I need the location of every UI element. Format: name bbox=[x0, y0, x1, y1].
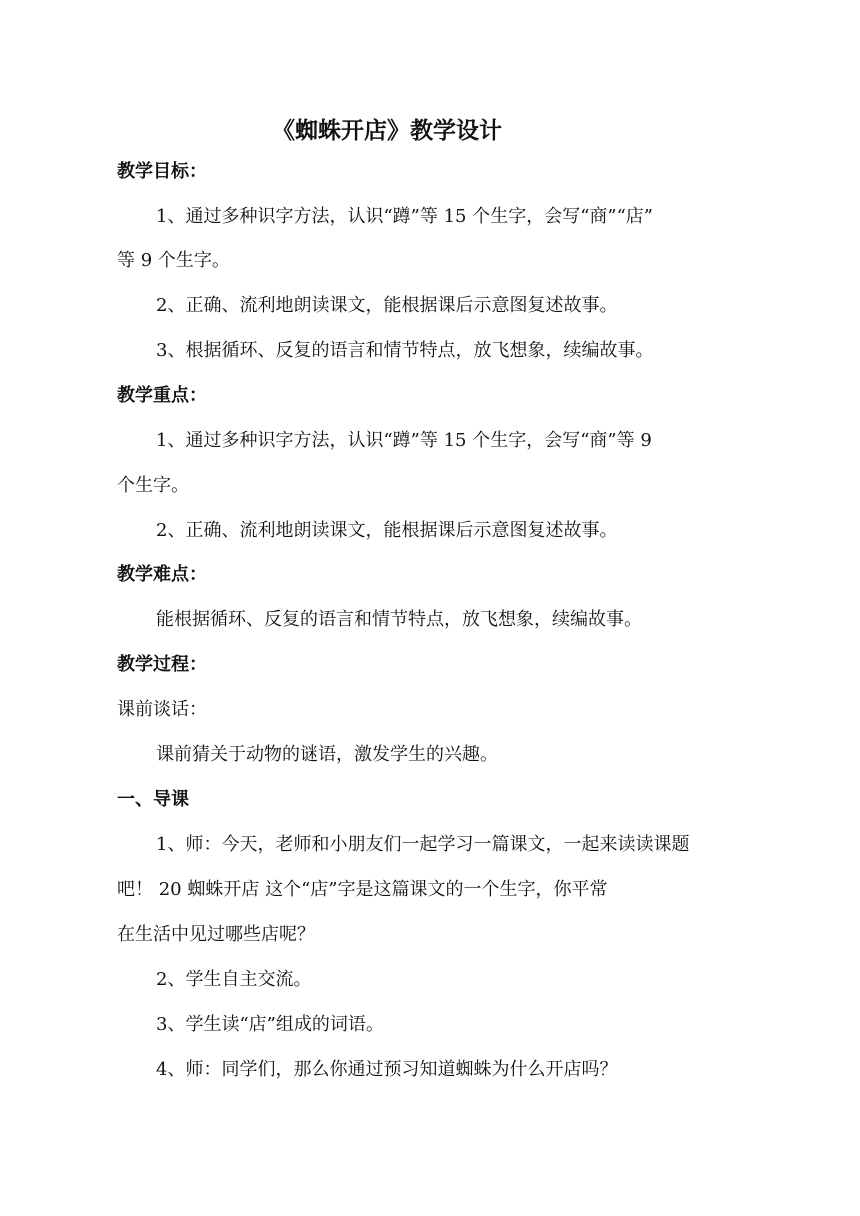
section-1-line-5: 3、学生读“店”组成的词语。 bbox=[156, 1014, 384, 1035]
pre-talk-text: 课前猜关于动物的谜语，激发学生的兴趣。 bbox=[156, 744, 498, 765]
key-points-item-1: 1、通过多种识字方法，认识“蹲”等 15 个生字，会写“商”等 9 bbox=[156, 430, 652, 451]
section-1-line-6: 4、师：同学们，那么你通过预习知道蜘蛛为什么开店吗？ bbox=[156, 1059, 618, 1080]
goals-item-1: 1、通过多种识字方法，认识“蹲”等 15 个生字，会写“商”“店” bbox=[156, 206, 654, 227]
pre-talk-label: 课前谈话： bbox=[117, 699, 207, 720]
goals-item-3: 3、根据循环、反复的语言和情节特点，放飞想象，续编故事。 bbox=[156, 340, 654, 361]
document-title: 《蜘蛛开店》教学设计 bbox=[272, 117, 502, 144]
section-1-heading: 一、导课 bbox=[117, 789, 189, 810]
section-1-line-2: 吧！ 20 蜘蛛开店 这个“店”字是这篇课文的一个生字，你平常 bbox=[117, 879, 608, 900]
goals-heading: 教学目标： bbox=[117, 161, 207, 182]
goals-item-1-continued: 等 9 个生字。 bbox=[117, 250, 230, 271]
difficulties-item-1: 能根据循环、反复的语言和情节特点，放飞想象，续编故事。 bbox=[156, 609, 642, 630]
goals-item-2: 2、正确、流利地朗读课文，能根据课后示意图复述故事。 bbox=[156, 295, 618, 316]
section-1-line-3: 在生活中见过哪些店呢？ bbox=[117, 924, 315, 945]
key-points-item-2: 2、正确、流利地朗读课文，能根据课后示意图复述故事。 bbox=[156, 520, 618, 541]
key-points-heading: 教学重点： bbox=[117, 385, 207, 406]
difficulties-heading: 教学难点： bbox=[117, 564, 207, 585]
key-points-item-1-continued: 个生字。 bbox=[117, 475, 189, 496]
process-heading: 教学过程： bbox=[117, 654, 207, 675]
section-1-line-4: 2、学生自主交流。 bbox=[156, 969, 312, 990]
section-1-line-1: 1、师：今天，老师和小朋友们一起学习一篇课文，一起来读读课题 bbox=[156, 834, 690, 855]
